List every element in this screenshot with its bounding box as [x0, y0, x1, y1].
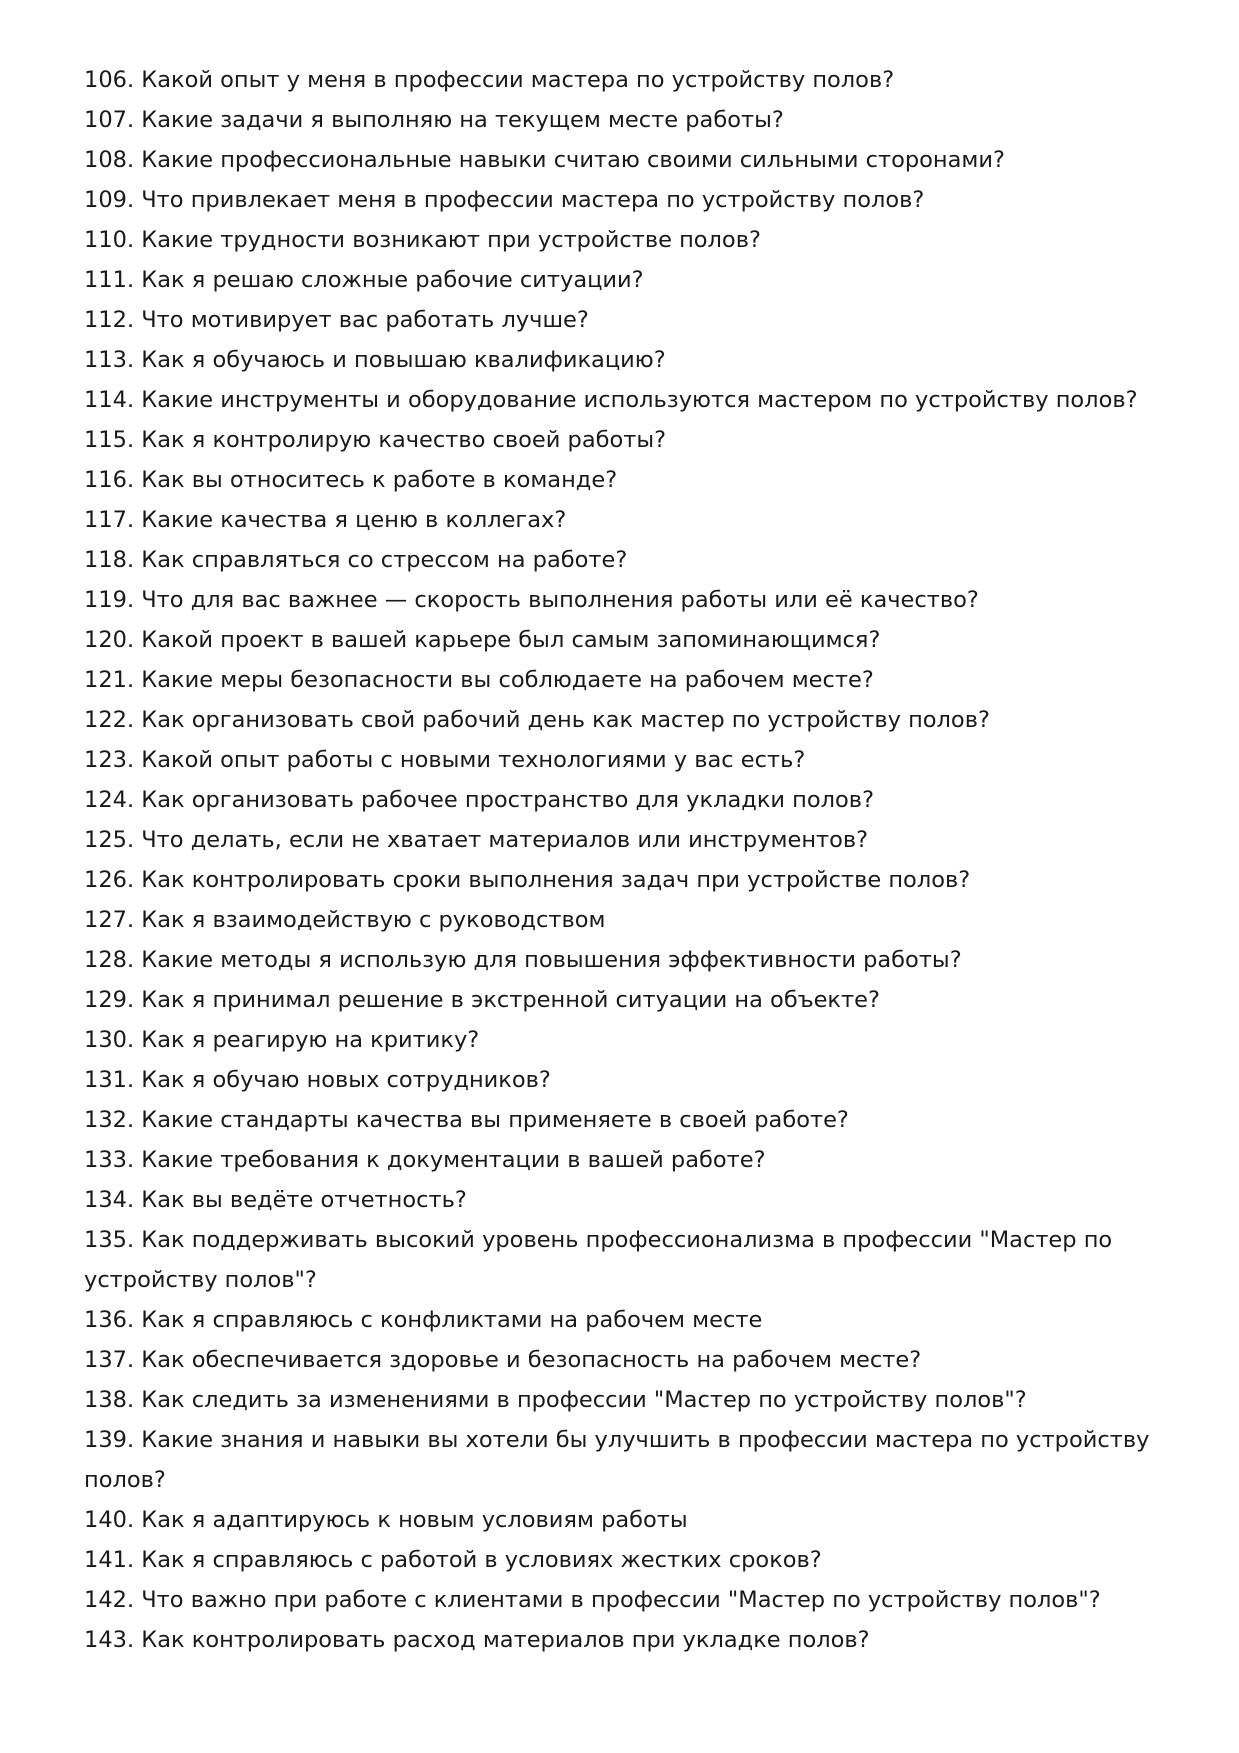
list-item: 137. Как обеспечивается здоровье и безопасность на рабочем месте? [84, 1347, 922, 1373]
list-item: 119. Что для вас важнее — скорость выполнения работы или её качество? [84, 587, 979, 613]
list-item: 131. Как я обучаю новых сотрудников? [84, 1067, 551, 1093]
list-item: 139. Какие знания и навыки вы хотели бы улучшить в профессии мастера по устройству полов? [84, 1427, 1150, 1493]
list-item: 133. Какие требования к документации в вашей работе? [84, 1147, 766, 1173]
list-item: 125. Что делать, если не хватает материалов или инструментов? [84, 827, 869, 853]
list-item: 141. Как я справляюсь с работой в условиях жестких сроков? [84, 1547, 822, 1573]
list-item: 109. Что привлекает меня в профессии мастера по устройству полов? [84, 187, 925, 213]
list-item: 127. Как я взаимодействую с руководством [84, 907, 606, 933]
list-item: 110. Какие трудности возникают при устройстве полов? [84, 227, 761, 253]
list-item: 129. Как я принимал решение в экстренной ситуации на объекте? [84, 987, 880, 1013]
list-item: 143. Как контролировать расход материалов при укладке полов? [84, 1627, 870, 1653]
list-item: 132. Какие стандарты качества вы применяете в своей работе? [84, 1107, 849, 1133]
list-item: 122. Как организовать свой рабочий день как мастер по устройству полов? [84, 707, 990, 733]
list-item: 123. Какой опыт работы с новыми технологиями у вас есть? [84, 747, 806, 773]
list-item: 113. Как я обучаюсь и повышаю квалификацию? [84, 347, 666, 373]
list-item: 140. Как я адаптируюсь к новым условиям работы [84, 1507, 688, 1533]
list-item: 111. Как я решаю сложные рабочие ситуации? [84, 267, 644, 293]
list-item: 136. Как я справляюсь с конфликтами на рабочем месте [84, 1307, 763, 1333]
list-item: 106. Какой опыт у меня в профессии мастера по устройству полов? [84, 67, 895, 93]
list-item: 134. Как вы ведёте отчетность? [84, 1187, 467, 1213]
list-item: 142. Что важно при работе с клиентами в профессии "Мастер по устройству полов"? [84, 1587, 1101, 1613]
list-item: 130. Как я реагирую на критику? [84, 1027, 480, 1053]
list-item: 114. Какие инструменты и оборудование используются мастером по устройству полов? [84, 387, 1138, 413]
question-list [84, 60, 1164, 1660]
list-item: 115. Как я контролирую качество своей работы? [84, 427, 667, 453]
list-item: 135. Как поддерживать высокий уровень профессионализма в профессии "Мастер по устройству полов"? [84, 1227, 1113, 1293]
list-item: 126. Как контролировать сроки выполнения задач при устройстве полов? [84, 867, 971, 893]
list-item: 112. Что мотивирует вас работать лучше? [84, 307, 589, 333]
list-item: 108. Какие профессиональные навыки считаю своими сильными сторонами? [84, 147, 1005, 173]
list-item: 124. Как организовать рабочее пространство для укладки полов? [84, 787, 875, 813]
list-item: 116. Как вы относитесь к работе в команде? [84, 467, 618, 493]
list-item: 120. Какой проект в вашей карьере был самым запоминающимся? [84, 627, 881, 653]
list-item: 118. Как справляться со стрессом на работе? [84, 547, 628, 573]
list-item: 128. Какие методы я использую для повышения эффективности работы? [84, 947, 962, 973]
list-item: 138. Как следить за изменениями в профессии "Мастер по устройству полов"? [84, 1387, 1027, 1413]
list-item: 107. Какие задачи я выполняю на текущем месте работы? [84, 107, 784, 133]
list-item: 121. Какие меры безопасности вы соблюдаете на рабочем месте? [84, 667, 874, 693]
list-item: 117. Какие качества я ценю в коллегах? [84, 507, 567, 533]
